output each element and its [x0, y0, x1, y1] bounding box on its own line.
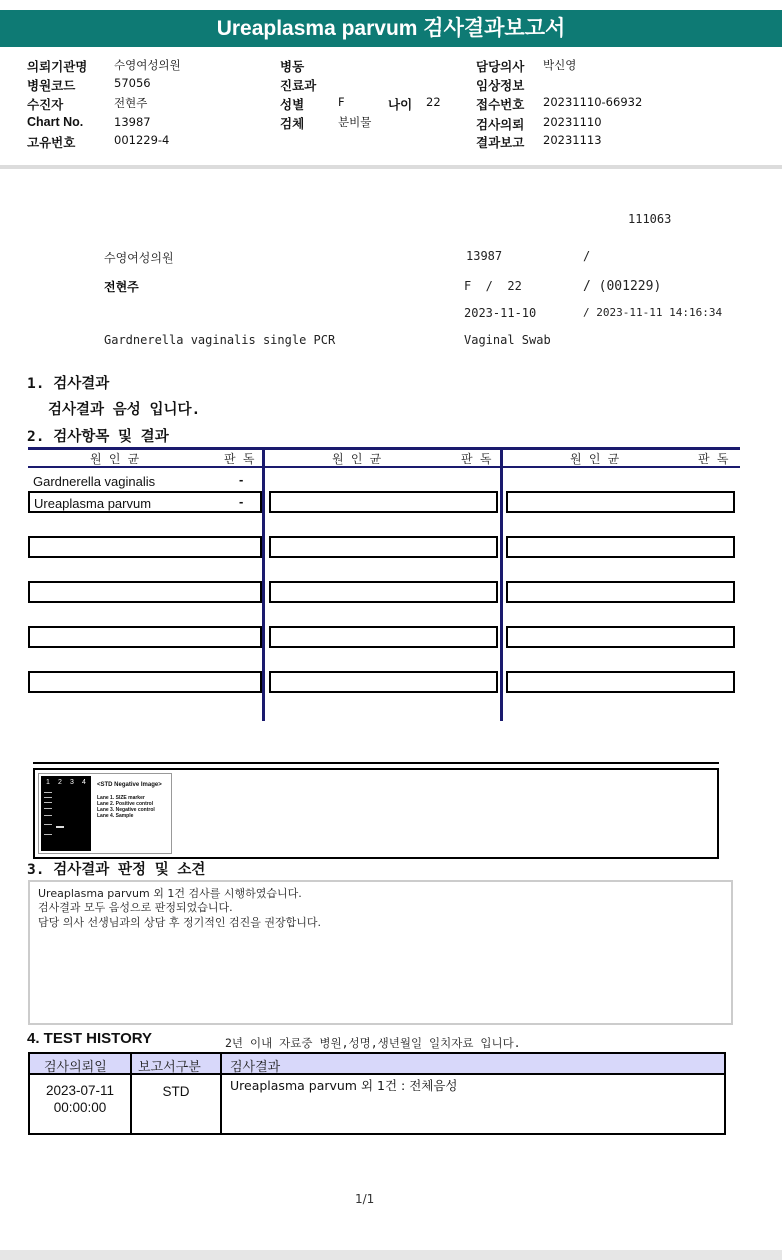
request-value: 20231110 [543, 115, 602, 129]
info-sex-age: F / 22 [464, 279, 522, 293]
clinical-label: 임상정보 [476, 79, 525, 93]
sex-value: F [338, 95, 345, 109]
result-box-5-1 [28, 626, 262, 648]
result-report-label: 결과보고 [476, 136, 525, 150]
history-date: 2023-07-11 [45, 1083, 115, 1098]
col-judgement-3: 판 독 [698, 452, 729, 466]
history-header-rule [30, 1073, 724, 1075]
history-header-row [30, 1054, 724, 1074]
gel-photo [41, 776, 91, 851]
gel-legend-item: Lane 1. SIZE marker [97, 795, 145, 801]
info-test-name: Gardnerella vaginalis single PCR [104, 333, 336, 347]
opinion-line-3: 담당 의사 선생님과의 상담 후 정기적인 검진을 권장합니다. [38, 916, 321, 929]
result-box-6-3 [506, 671, 735, 693]
gel-band [44, 824, 52, 825]
col-pathogen-1: 원 인 균 [90, 452, 140, 466]
history-result: Ureaplasma parvum 외 1건 : 전체음성 [230, 1078, 458, 1093]
chart-label: Chart No. [27, 115, 84, 129]
result-box-6-1 [28, 671, 262, 693]
history-col-type: 보고서구분 [138, 1060, 201, 1075]
age-label: 나이 [388, 98, 413, 112]
section2-title: 2. 검사항목 및 결과 [27, 429, 169, 445]
gel-legend [97, 795, 155, 819]
doctor-value: 박신영 [543, 58, 577, 72]
receipt-value: 20231110-66932 [543, 95, 643, 109]
gel-lane-3: 3 [70, 779, 74, 786]
gel-legend-item: Lane 3. Negative control [97, 807, 155, 813]
document-number: 111063 [628, 212, 672, 226]
chart-value: 13987 [114, 115, 151, 129]
info-unique: / (001229) [583, 279, 662, 294]
result-box-3-3 [506, 536, 735, 558]
info-report-datetime: / 2023-11-11 14:16:34 [583, 306, 723, 319]
gel-lane-1: 1 [46, 779, 50, 786]
table-divider-2 [500, 447, 503, 721]
history-col-date: 검사의뢰일 [44, 1060, 107, 1075]
section4-title: 4. TEST HISTORY [27, 1030, 153, 1047]
result-box-4-3 [506, 581, 735, 603]
gel-title: <STD Negative Image> [97, 782, 162, 788]
receipt-label: 접수번호 [476, 98, 525, 112]
info-specimen: Vaginal Swab [464, 333, 551, 347]
dept-label: 진료과 [280, 79, 317, 93]
gel-legend-item: Lane 4. Sample [97, 813, 134, 819]
col-pathogen-2: 원 인 균 [332, 452, 382, 466]
hospital-code-label: 병원코드 [27, 79, 76, 93]
gel-legend-item: Lane 2. Positive control [97, 801, 154, 807]
result-box-6-2 [269, 671, 498, 693]
history-col-result: 검사결과 [230, 1060, 281, 1075]
history-note: 2년 이내 자료중 병원,성명,생년월일 일치자료 입니다. [225, 1036, 521, 1050]
history-type: STD [162, 1084, 190, 1099]
header-separator [0, 165, 782, 169]
opinion-line-2: 검사결과 모두 음성으로 판정되었습니다. [38, 901, 233, 914]
institution-value: 수영여성의원 [114, 58, 181, 72]
col-pathogen-3: 원 인 균 [570, 452, 620, 466]
info-chart: 13987 [466, 249, 503, 263]
bottom-strip [0, 1250, 782, 1260]
info-slash: / [583, 249, 591, 263]
result-name-1: Gardnerella vaginalis [33, 474, 156, 489]
gel-lane-2: 2 [58, 779, 62, 786]
doctor-label: 담당의사 [476, 60, 525, 74]
patient-label: 수진자 [27, 98, 64, 112]
request-label: 검사의뢰 [476, 118, 525, 132]
ward-label: 병동 [280, 60, 305, 74]
table-divider-1 [262, 447, 265, 721]
section1-title: 1. 검사결과 [27, 376, 110, 392]
info-collect-date: 2023-11-10 [464, 306, 537, 320]
result-box-3-1 [28, 536, 262, 558]
result-box-2-2 [269, 491, 498, 513]
hospital-code-value: 57056 [114, 76, 151, 90]
gel-top-rule [33, 762, 719, 764]
col-judgement-1: 판 독 [224, 452, 255, 466]
gel-band [56, 826, 64, 828]
gel-band [44, 792, 52, 793]
age-value: 22 [426, 95, 441, 109]
info-patient: 전현주 [104, 280, 139, 294]
result-box-2-3 [506, 491, 735, 513]
page-number: 1/1 [355, 1192, 375, 1206]
info-clinic: 수영여성의원 [104, 251, 174, 265]
result-value-1: - [239, 472, 244, 487]
specimen-label: 검체 [280, 117, 305, 131]
patient-value: 전현주 [114, 96, 148, 110]
gel-band [44, 797, 52, 798]
result-box-4-2 [269, 581, 498, 603]
institution-label: 의뢰기관명 [27, 60, 88, 74]
sex-label: 성별 [280, 98, 305, 112]
unique-value: 001229-4 [114, 133, 170, 147]
gel-lane-4: 4 [82, 779, 86, 786]
section1-summary: 검사결과 음성 입니다. [48, 402, 201, 418]
gel-band [44, 802, 52, 803]
history-col-divider-2 [220, 1054, 222, 1133]
result-box-5-2 [269, 626, 498, 648]
section3-title: 3. 검사결과 판정 및 소견 [27, 862, 206, 878]
result-name-2: Ureaplasma parvum [34, 496, 152, 511]
result-value-2: - [239, 494, 244, 509]
col-judgement-2: 판 독 [461, 452, 492, 466]
result-report-value: 20231113 [543, 133, 602, 147]
gel-thumbnail [38, 773, 172, 854]
gel-band [44, 815, 52, 816]
history-time: 00:00:00 [53, 1100, 107, 1115]
opinion-line-1: Ureaplasma parvum 외 1건 검사를 시행하였습니다. [38, 887, 302, 900]
unique-label: 고유번호 [27, 136, 76, 150]
report-title: Ureaplasma parvum 검사결과보고서 [0, 10, 782, 47]
result-box-4-1 [28, 581, 262, 603]
gel-band [44, 834, 52, 835]
specimen-value: 분비물 [338, 115, 372, 129]
gel-band [44, 808, 52, 809]
result-box-3-2 [269, 536, 498, 558]
result-box-5-3 [506, 626, 735, 648]
